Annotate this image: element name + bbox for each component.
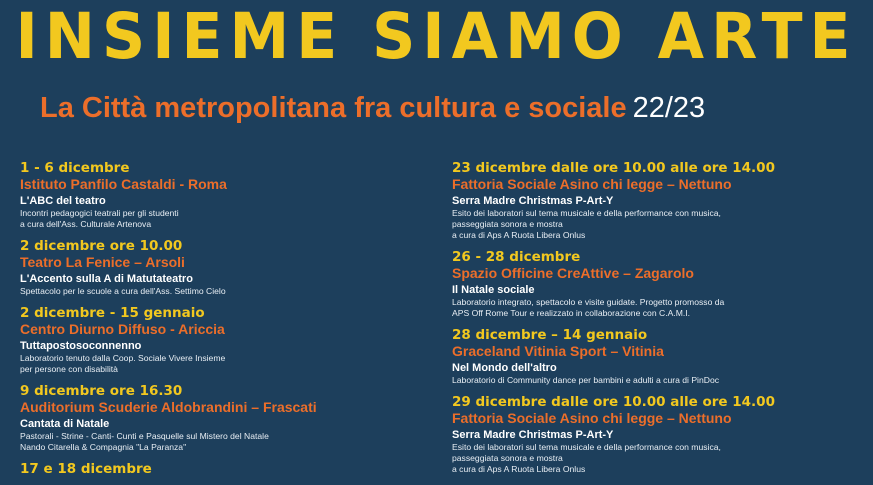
event-venue: Teatro La Fenice – Arsoli — [20, 254, 185, 270]
event-description: passeggiata sonora e mostra — [452, 453, 563, 463]
event-name: Cantata di Natale — [20, 418, 110, 430]
event-date: 9 dicembre ore 16.30 — [20, 383, 183, 399]
event-description: a cura dell'Ass. Culturale Artenova — [20, 219, 152, 229]
event-item — [20, 238, 420, 297]
event-name: Serra Madre Christmas P-Art-Y — [452, 429, 614, 441]
season-year: 22/23 — [632, 92, 706, 124]
event-description: Spettacolo per le scuole a cura dell'Ass. Settimo Cielo — [20, 286, 226, 296]
event-description: APS Off Rome Tour e realizzato in collaborazione con C.A.M.I. — [452, 308, 691, 318]
event-venue: Fattoria Sociale Asino chi legge – Nettuno — [452, 410, 732, 426]
event-item — [20, 461, 420, 477]
event-description: per persone con disabilità — [20, 364, 118, 374]
event-item — [20, 160, 420, 230]
event-venue: Auditorium Scuderie Aldobrandini – Frascati — [20, 399, 317, 415]
event-item — [20, 305, 420, 375]
event-name: Serra Madre Christmas P-Art-Y — [452, 195, 614, 207]
event-item — [452, 327, 862, 386]
event-date: 2 dicembre - 15 gennaio — [20, 305, 205, 321]
event-description: Incontri pedagogici teatrali per gli studenti — [20, 208, 179, 218]
event-name: Tuttapostosoconnenno — [20, 340, 142, 352]
event-description: a cura di Aps A Ruota Libera Onlus — [452, 230, 586, 240]
event-name: Nel Mondo dell'altro — [452, 362, 557, 374]
event-date: 1 - 6 dicembre — [20, 160, 130, 176]
poster-subtitle — [40, 90, 860, 126]
event-date: 23 dicembre dalle ore 10.00 alle ore 14.00 — [452, 160, 775, 176]
subtitle-text: La Città metropolitana fra cultura e sociale — [40, 92, 627, 124]
event-description: passeggiata sonora e mostra — [452, 219, 563, 229]
event-date: 26 - 28 dicembre — [452, 249, 581, 265]
event-description: Nando Citarella & Compagnia "La Paranza" — [20, 442, 187, 452]
event-date: 29 dicembre dalle ore 10.00 alle ore 14.00 — [452, 394, 775, 410]
event-description: Pastorali - Strine - Canti- Cunti e Pasquelle sul Mistero del Natale — [20, 431, 269, 441]
event-venue: Spazio Officine CreAttive – Zagarolo — [452, 265, 694, 281]
event-name: L'ABC del teatro — [20, 195, 106, 207]
event-description: Laboratorio di Community dance per bambini e adulti a cura di PinDoc — [452, 375, 720, 385]
event-description: Laboratorio integrato, spettacolo e visite guidate. Progetto promosso da — [452, 297, 725, 307]
event-venue: Graceland Vitinia Sport – Vitinia — [452, 343, 664, 359]
event-item — [452, 249, 862, 319]
event-date: 2 dicembre ore 10.00 — [20, 238, 183, 254]
event-date: 28 dicembre – 14 gennaio — [452, 327, 648, 343]
event-date: 17 e 18 dicembre — [20, 461, 152, 477]
event-description: Esito dei laboratori sul tema musicale e della performance con musica, — [452, 442, 721, 452]
event-description: Laboratorio tenuto dalla Coop. Sociale Vivere Insieme — [20, 353, 226, 363]
event-name: Il Natale sociale — [452, 284, 535, 296]
event-item — [452, 394, 862, 475]
event-venue: Centro Diurno Diffuso - Ariccia — [20, 321, 225, 337]
event-venue: Istituto Panfilo Castaldi - Roma — [20, 176, 227, 192]
poster-title: INSIEME SIAMO ARTE — [15, 0, 858, 74]
event-item — [20, 383, 420, 453]
event-item — [452, 160, 862, 241]
left-column — [20, 160, 420, 485]
event-description: Esito dei laboratori sul tema musicale e della performance con musica, — [452, 208, 721, 218]
event-name: L'Accento sulla A di Matutateatro — [20, 273, 193, 285]
right-column — [452, 160, 862, 483]
event-description: a cura di Aps A Ruota Libera Onlus — [452, 464, 586, 474]
event-venue: Fattoria Sociale Asino chi legge – Nettuno — [452, 176, 732, 192]
